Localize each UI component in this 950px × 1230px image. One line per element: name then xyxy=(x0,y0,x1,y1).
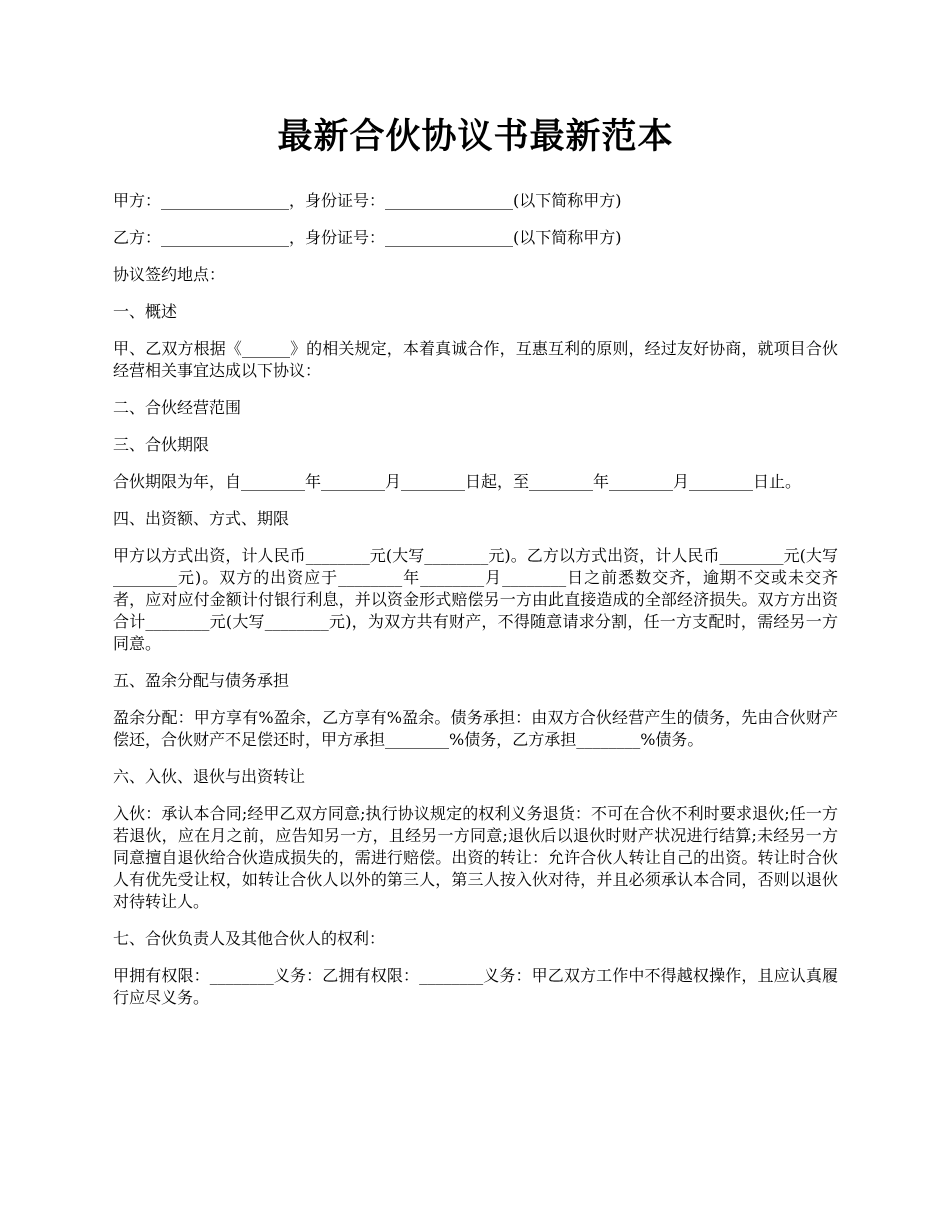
term-paragraph: 合伙期限为年，自________年________月________日起，至________年________月________日止。 xyxy=(113,472,802,491)
overview-paragraph: 甲、乙双方根据《______》的相关规定，本着真诚合作，互惠互利的原则，经过友好协商，就项目合伙经营相关事宜达成以下协议： xyxy=(113,339,838,380)
section-heading-term: 三、合伙期限 xyxy=(113,435,210,454)
document-title: 最新合伙协议书最新范本 xyxy=(277,117,674,157)
section-heading-rights: 七、合伙负责人及其他合伙人的权利： xyxy=(113,929,386,948)
profit-debt-paragraph: 盈余分配：甲方享有%盈余，乙方享有%盈余。债务承担：由双方合伙经营产生的债务，先由合伙财产偿还，合伙财产不足偿还时，甲方承担________%债务，乙方承担________%债务。 xyxy=(113,708,838,749)
section-heading-profit-debt: 五、盈余分配与债务承担 xyxy=(113,671,290,690)
admission-withdrawal-paragraph: 入伙：承认本合同;经甲乙双方同意;执行协议规定的权利义务退货：不可在合伙不利时要求退伙;任一方若退伙，应在月之前，应告知另一方，且经另一方同意;退伙后以退伙时财产状况进行结算;未经另一方同意擅自退伙给合伙造成损失的，需进行赔偿。出资的转让：允许合伙人转让自己的出资。转让时合伙人有优先受让权，如转让合伙人以外的第三人，第三人按入伙对待，并且必须承认本合同，否则以退伙对待转让人。 xyxy=(113,804,838,911)
section-heading-overview: 一、概述 xyxy=(113,302,178,321)
party-a-line: 甲方：________________，身份证号：________________(以下简称甲方) xyxy=(113,191,622,210)
signing-location-line: 协议签约地点： xyxy=(113,265,226,284)
capital-paragraph: 甲方以方式出资，计人民币________元(大写________元)。乙方以方式出资，计人民币________元(大写________元)。双方的出资应于________年________月________日之前悉数交齐，逾期不交或未交齐者，应对应付金额计付银行利息，并以资金形式赔偿另一方由此直接造成的全部经济损失。双方方出资合计________元(大写________元)，为双方共有财产，不得随意请求分割，任一方支配时，需经另一方同意。 xyxy=(113,546,838,653)
section-heading-capital: 四、出资额、方式、期限 xyxy=(113,509,290,528)
party-b-line: 乙方：________________，身份证号：________________(以下简称甲方) xyxy=(113,228,622,247)
section-heading-admission-withdrawal: 六、入伙、退伙与出资转让 xyxy=(113,767,306,786)
section-heading-scope: 二、合伙经营范围 xyxy=(113,398,242,417)
rights-paragraph: 甲拥有权限：________义务：乙拥有权限：________义务：甲乙双方工作中不得越权操作，且应认真履行应尽义务。 xyxy=(113,966,838,1007)
